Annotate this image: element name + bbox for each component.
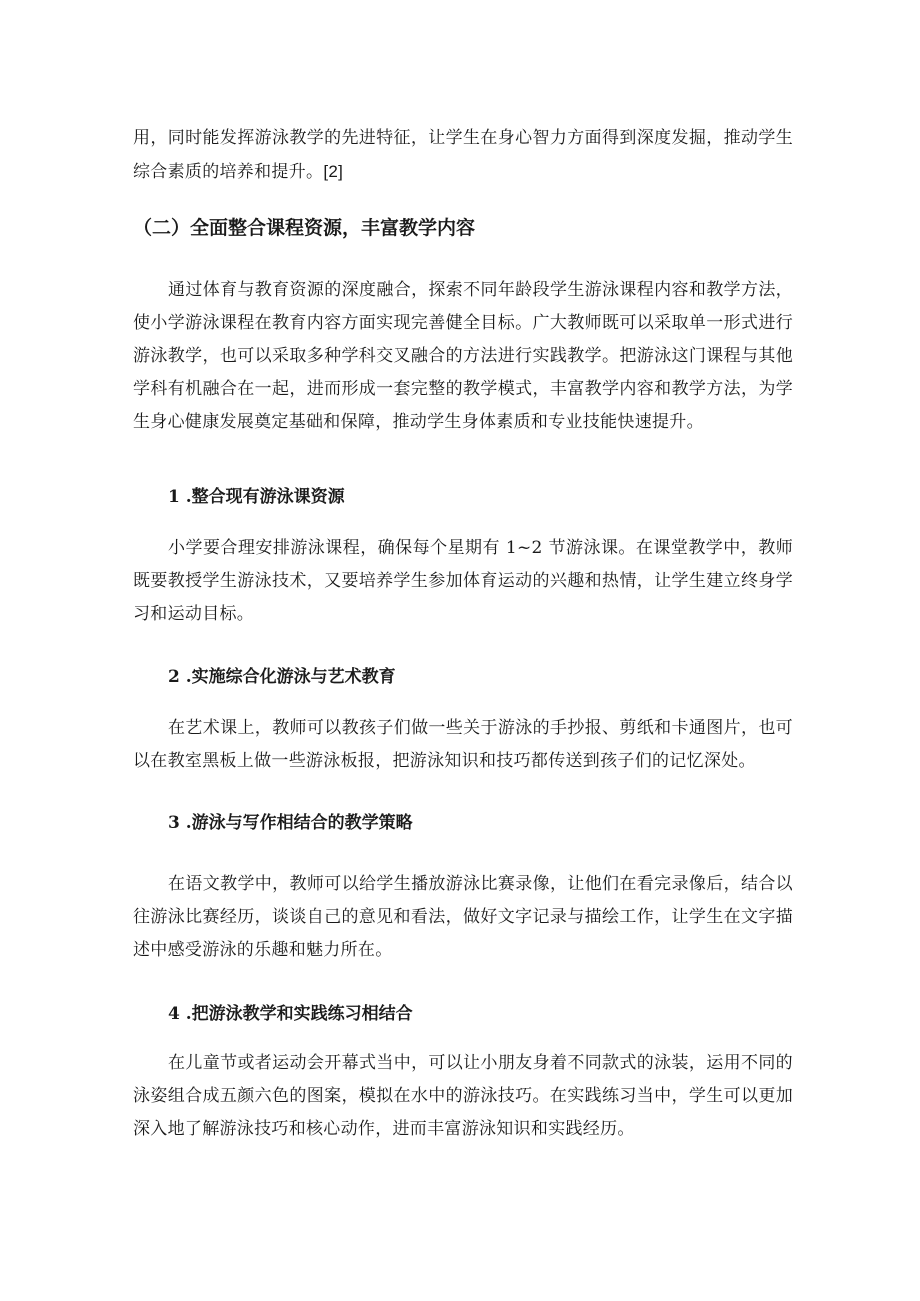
subsection-heading-3: 3 .游泳与写作相结合的教学策略 bbox=[168, 813, 413, 833]
citation-reference: [2] bbox=[323, 162, 344, 181]
subsection-paragraph-1: 小学要合理安排游泳课程，确保每个星期有 1~2 节游泳课。在课堂教学中，教师既要教授学生游泳技术，又要培养学生参加体育运动的兴趣和热情，让学生建立终身学习和运动目标。 bbox=[133, 538, 793, 624]
subsection-paragraph-4: 在儿童节或者运动会开幕式当中，可以让小朋友身着不同款式的泳装，运用不同的泳姿组合成五颜六色的图案，模拟在水中的游泳技巧。在实践练习当中，学生可以更加深入地了解游泳技巧和核心动作，进而丰富游泳知识和实践经历。 bbox=[133, 1053, 793, 1139]
intro-paragraph-text: 用，同时能发挥游泳教学的先进特征，让学生在身心智力方面得到深度发掘，推动学生综合素质的培养和提升。 bbox=[133, 128, 793, 182]
subsection-paragraph-3: 在语文教学中，教师可以给学生播放游泳比赛录像，让他们在看完录像后，结合以往游泳比赛经历，谈谈自己的意见和看法，做好文字记录与描绘工作，让学生在文字描述中感受游泳的乐趣和魅力所在。 bbox=[133, 874, 793, 960]
subsection-heading-2: 2 .实施综合化游泳与艺术教育 bbox=[168, 667, 396, 687]
intro-paragraph bbox=[133, 122, 793, 189]
subsection-heading-4: 4 .把游泳教学和实践练习相结合 bbox=[168, 1004, 413, 1024]
section-paragraph: 通过体育与教育资源的深度融合，探索不同年龄段学生游泳课程内容和教学方法，使小学游泳课程在教育内容方面实现完善健全目标。广大教师既可以采取单一形式进行游泳教学，也可以采取多种学科交叉融合的方法进行实践教学。把游泳这门课程与其他学科有机融合在一起，进而形成一套完整的教学模式，丰富教学内容和教学方法，为学生身心健康发展奠定基础和保障，推动学生身体素质和专业技能快速提升。 bbox=[133, 280, 793, 432]
subsection-heading-1: 1 .整合现有游泳课资源 bbox=[168, 487, 345, 507]
section-heading: （二）全面整合课程资源，丰富教学内容 bbox=[133, 217, 476, 239]
subsection-paragraph-2: 在艺术课上，教师可以教孩子们做一些关于游泳的手抄报、剪纸和卡通图片，也可以在教室黑板上做一些游泳板报，把游泳知识和技巧都传送到孩子们的记忆深处。 bbox=[133, 718, 793, 771]
